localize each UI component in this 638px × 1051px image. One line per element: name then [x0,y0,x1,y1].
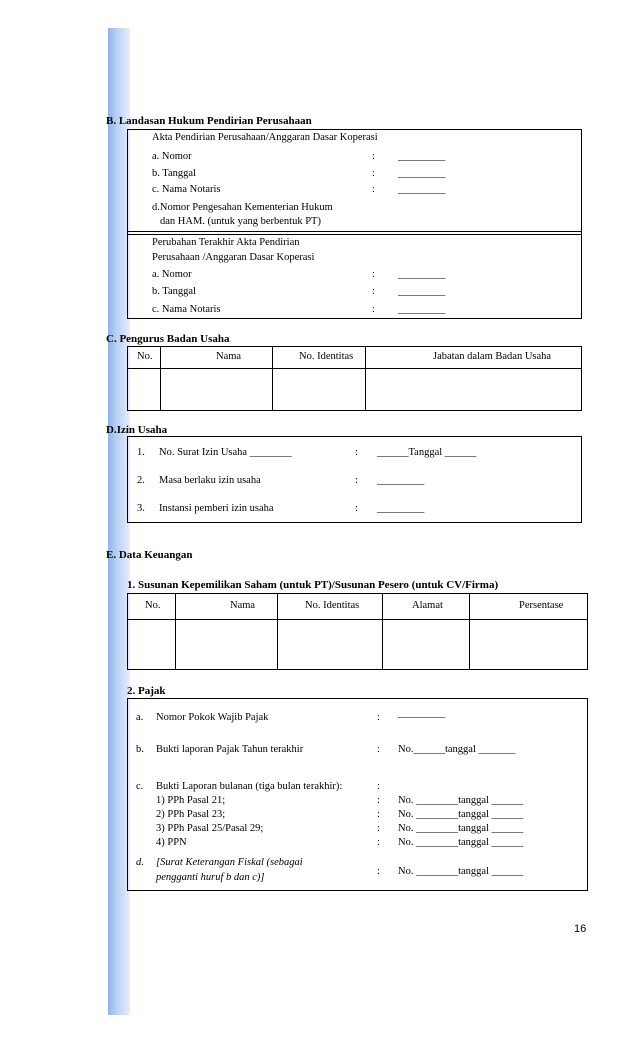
laporan-tahunan-label: Bukti laporan Pajak Tahun terakhir [156,744,304,755]
section-d-title: D.Izin Usaha [106,424,168,436]
perubahan-label-cont: Perusahaan /Anggaran Dasar Koperasi [152,252,315,263]
table-b-left-border [127,129,128,319]
table-c-header-divider [127,368,582,369]
colon: : [372,304,375,315]
table-c-bottom-border [127,410,582,411]
table-e-col-line [469,593,470,670]
nomor-label: a. Nomor [152,269,192,280]
fiskal-label: [Surat Keterangan Fiskal (sebagai [156,857,303,868]
table-e-header-alamat: Alamat [412,600,443,611]
izin-item-label: Masa berlaku izin usaha [159,475,261,486]
notaris-label: c. Nama Notaris [152,304,221,315]
table-pajak-left-border [127,698,128,891]
colon: : [377,866,380,877]
izin-item-value: _________ [377,475,425,486]
npwp-blank: _________ [398,708,446,719]
section-e-sub1: 1. Susunan Kepemilikan Saham (untuk PT)/Susunan Pesero (untuk CV/Firma) [127,579,499,591]
section-b-title: B. Landasan Hukum Pendirian Perusahaan [106,115,312,127]
table-e-bottom-border [127,669,588,670]
table-c-col-line [272,346,273,411]
colon: : [377,823,380,834]
pengesahan-label-cont: dan HAM. (untuk yang berbentuk PT) [160,216,321,227]
table-e-col-line [587,593,588,670]
tanggal-blank: _________ [398,168,446,179]
page-number: 16 [574,923,587,935]
nomor-blank: _________ [398,269,446,280]
table-b-top-border [127,129,582,130]
colon: : [372,286,375,297]
colon: : [372,168,375,179]
izin-item-value: ______Tanggal ______ [377,447,477,458]
table-c-col-line [365,346,366,411]
section-c-title: C. Pengurus Badan Usaha [106,333,230,345]
colon: : [377,837,380,848]
notaris-blank: _________ [398,184,446,195]
table-e-col-line [382,593,383,670]
table-d-top-border [127,436,582,437]
pph-item-value: No. ________tanggal ______ [398,795,524,806]
table-c-header-jabatan: Jabatan dalam Badan Usaha [433,351,552,362]
table-c-header-no: No. [137,351,153,362]
colon: : [355,447,358,458]
table-c-col-line [581,346,582,411]
pajak-item-number: b. [136,744,144,755]
pph-item: 2) PPh Pasal 23; [156,809,226,820]
laporan-tahunan-value: No.______tanggal _______ [398,744,516,755]
table-e-header-persentase: Persentase [519,600,564,611]
table-e-header-divider [127,619,588,620]
izin-item-number: 2. [137,475,145,486]
pph-item-value: No. ________tanggal ______ [398,809,524,820]
pajak-item-number: a. [136,712,144,723]
fiskal-value: No. ________tanggal ______ [398,866,524,877]
fiskal-label-cont: pengganti huruf b dan c)] [156,872,265,883]
table-b-bottom-border [127,318,582,319]
pph-item-value: No. ________tanggal ______ [398,823,524,834]
izin-item-number: 1. [137,447,145,458]
pph-item-value: No. ________tanggal ______ [398,837,524,848]
colon: : [372,151,375,162]
npwp-label: Nomor Pokok Wajib Pajak [156,712,269,723]
notaris-blank: _________ [398,304,446,315]
tanggal-label: b. Tanggal [152,286,196,297]
pajak-item-number: d. [136,857,144,868]
colon: : [377,809,380,820]
table-e-header-nama: Nama [230,600,256,611]
table-c-header-nama: Nama [216,351,242,362]
izin-item-label: Instansi pemberi izin usaha [159,503,274,514]
izin-item-label: No. Surat Izin Usaha ________ [159,447,292,458]
table-e-col-line [277,593,278,670]
table-d-bottom-border [127,522,582,523]
colon: : [372,184,375,195]
table-pajak-right-border [587,698,588,891]
table-c-col-line [160,346,161,411]
section-e-title: E. Data Keuangan [106,549,193,561]
table-e-col-line [127,593,128,670]
colon: : [355,503,358,514]
tanggal-label: b. Tanggal [152,168,196,179]
section-e-sub2: 2. Pajak [127,685,166,697]
pph-item: 4) PPN [156,837,187,848]
pph-item: 1) PPh Pasal 21; [156,795,226,806]
colon: : [372,269,375,280]
perubahan-label: Perubahan Terakhir Akta Pendirian [152,237,300,248]
table-b-divider [127,234,582,235]
izin-item-value: _________ [377,503,425,514]
table-c-top-border [127,346,582,347]
table-b-divider [127,231,582,232]
table-d-left-border [127,436,128,523]
colon: : [377,781,380,792]
table-d-right-border [581,436,582,523]
colon: : [377,744,380,755]
izin-item-number: 3. [137,503,145,514]
nomor-label: a. Nomor [152,151,192,162]
akta-title: Akta Pendirian Perusahaan/Anggaran Dasar Koperasi [152,132,378,143]
laporan-bulanan-label: Bukti Laporan bulanan (tiga bulan terakhir): [156,781,343,792]
table-pajak-bottom-border [127,890,588,891]
pph-item: 3) PPh Pasal 25/Pasal 29; [156,823,264,834]
table-c-header-identitas: No. Identitas [299,351,354,362]
colon: : [377,795,380,806]
colon: : [377,712,380,723]
pengesahan-label: d.Nomor Pengesahan Kementerian Hukum [152,202,333,213]
pajak-item-number: c. [136,781,144,792]
notaris-label: c. Nama Notaris [152,184,221,195]
table-e-header-no: No. [145,600,161,611]
table-e-top-border [127,593,588,594]
colon: : [355,475,358,486]
tanggal-blank: _________ [398,286,446,297]
table-e-header-identitas: No. Identitas [305,600,360,611]
table-c-col-line [127,346,128,411]
table-e-col-line [175,593,176,670]
table-pajak-top-border [127,698,588,699]
nomor-blank: _________ [398,151,446,162]
table-b-right-border [581,129,582,319]
